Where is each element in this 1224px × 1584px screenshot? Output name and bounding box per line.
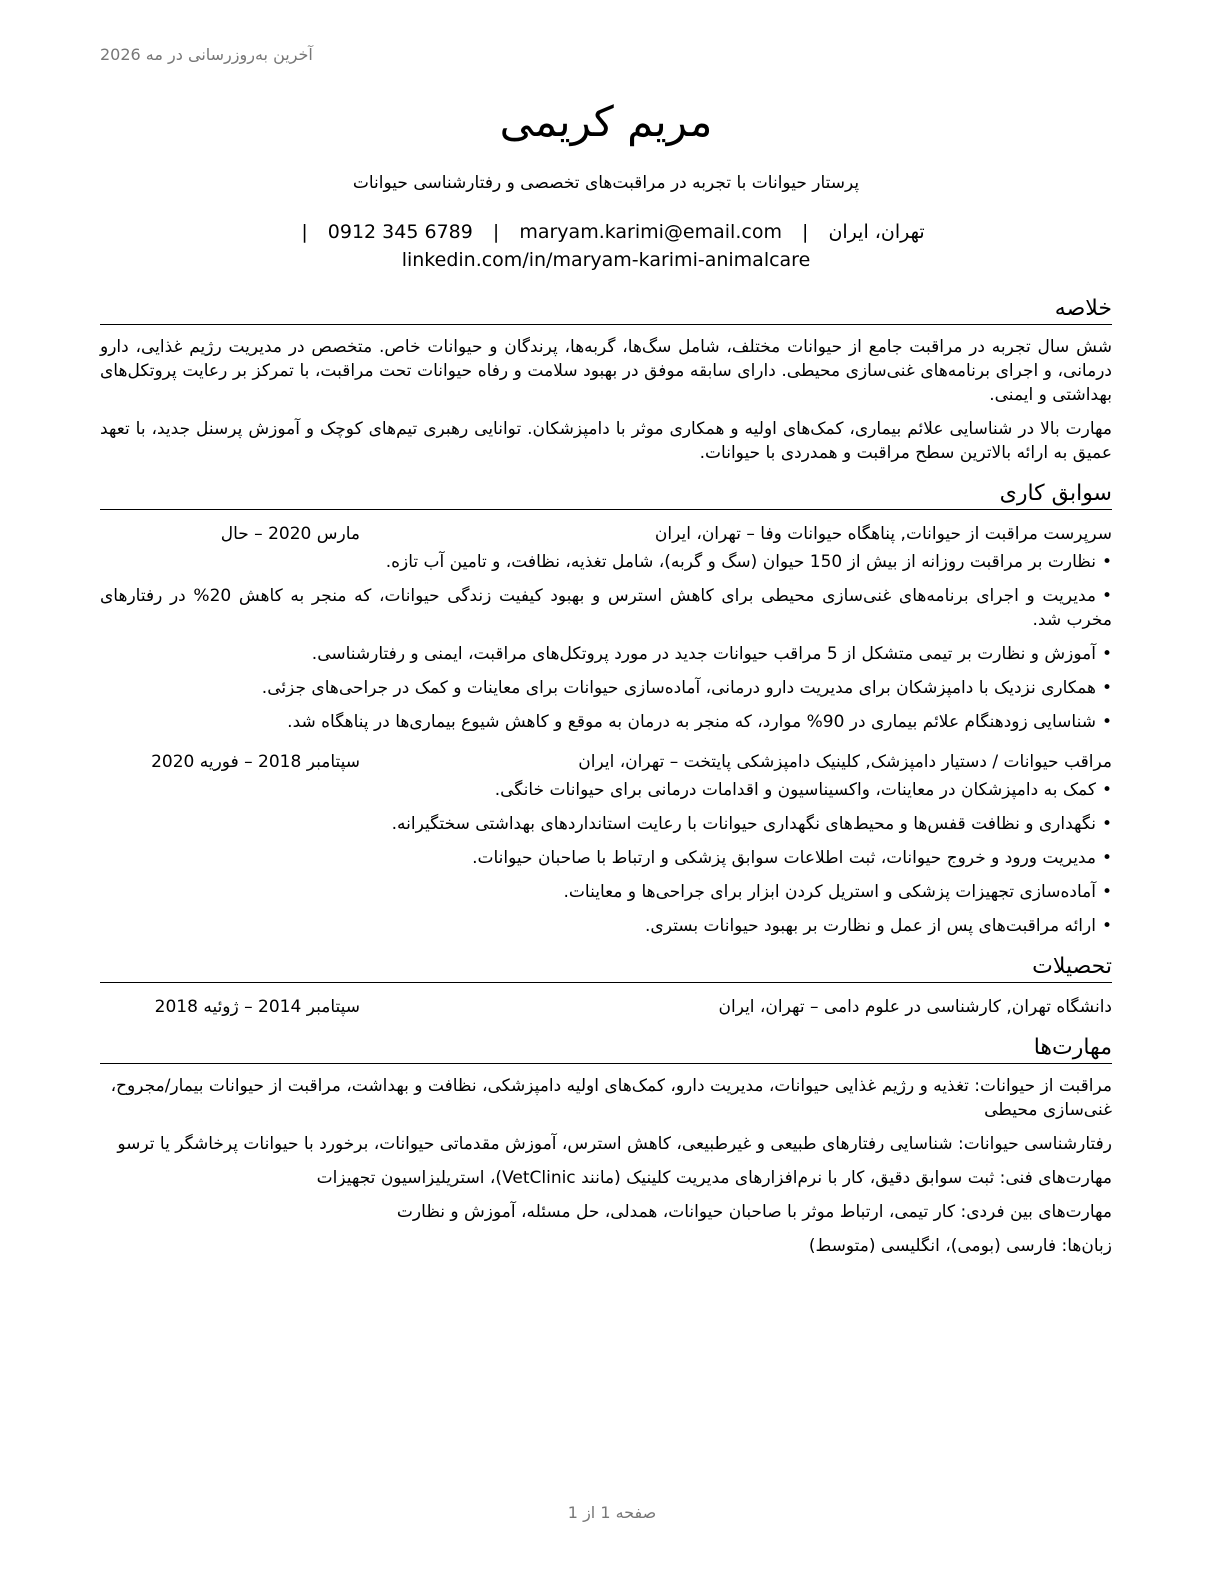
job-bullet bbox=[100, 584, 1112, 632]
job-bullets bbox=[100, 778, 1112, 938]
bullet-icon: • bbox=[1101, 712, 1112, 732]
job-bullet bbox=[100, 642, 1112, 666]
bullet-text: شناسایی زودهنگام علائم بیماری در 90% موارد، که منجر به درمان به موقع و کاهش شیوع بیماری‌ها در پناهگاه شد. bbox=[287, 712, 1096, 732]
contact-separator: | bbox=[802, 221, 809, 243]
job-date: سپتامبر 2018 – فوریه 2020 bbox=[151, 752, 360, 772]
job-entry bbox=[100, 750, 1112, 938]
skills-section bbox=[100, 1033, 1112, 1258]
bullet-text: نگهداری و نظافت قفس‌ها و محیط‌های نگهداری حیوانات با رعایت استانداردهای بهداشتی سختگیرانه. bbox=[391, 814, 1096, 834]
education-section bbox=[100, 952, 1112, 1019]
job-header bbox=[100, 522, 1112, 546]
contact-separator: | bbox=[492, 221, 500, 243]
bullet-icon: • bbox=[1101, 814, 1112, 834]
job-bullet bbox=[100, 778, 1112, 802]
contact-location: تهران، ایران bbox=[828, 221, 925, 243]
job-bullet bbox=[100, 914, 1112, 938]
bullet-icon: • bbox=[1101, 644, 1112, 664]
education-date: سپتامبر 2014 – ژوئیه 2018 bbox=[154, 997, 360, 1017]
job-bullets bbox=[100, 550, 1112, 734]
skill-line: مهارت‌های بین فردی: کار تیمی، ارتباط موثر با صاحبان حیوانات، همدلی، حل مسئله، آموزش و نظارت bbox=[396, 1202, 1112, 1222]
contact-linkedin[interactable]: linkedin.com/in/maryam-karimi-animalcare bbox=[401, 249, 811, 271]
page-number: صفحه 1 از 1 bbox=[567, 1503, 657, 1522]
contact-line bbox=[100, 218, 1112, 274]
contact-separator: | bbox=[301, 221, 308, 243]
bullet-icon: • bbox=[1101, 916, 1112, 936]
bullet-text: همکاری نزدیک با دامپزشکان برای مدیریت دارو درمانی، آماده‌سازی حیوانات برای معاینات و کمک در جراحی‌های جزئی. bbox=[261, 678, 1096, 698]
bullet-icon: • bbox=[1101, 586, 1113, 606]
resume-name: مریم کریمی bbox=[499, 97, 713, 146]
education-heading: تحصیلات bbox=[100, 952, 1112, 983]
resume-subtitle: پرستار حیوانات با تجربه در مراقبت‌های تخصصی و رفتارشناسی حیوانات bbox=[352, 173, 860, 193]
skill-line: رفتارشناسی حیوانات: شناسایی رفتارهای طبیعی و غیرطبیعی، کاهش استرس، آموزش مقدماتی حیوانات، برخورد با حیوانات پرخاشگر یا ترسو bbox=[117, 1134, 1112, 1154]
experience-section bbox=[100, 479, 1112, 938]
education-entry bbox=[100, 995, 1112, 1019]
summary-heading: خلاصه bbox=[100, 294, 1112, 325]
job-bullet bbox=[100, 880, 1112, 904]
contact-email[interactable]: maryam.karimi@email.com bbox=[519, 221, 782, 243]
job-bullet bbox=[100, 550, 1112, 574]
job-bullet bbox=[100, 812, 1112, 836]
job-date: مارس 2020 – حال bbox=[220, 524, 360, 544]
job-title: سرپرست مراقبت از حیوانات, پناهگاه حیوانات وفا – تهران، ایران bbox=[654, 524, 1112, 544]
summary-section bbox=[100, 294, 1112, 465]
skill-line: زبان‌ها: فارسی (بومی)، انگلیسی (متوسط) bbox=[808, 1236, 1112, 1256]
skills-heading: مهارت‌ها bbox=[100, 1033, 1112, 1064]
bullet-text: ارائه مراقبت‌های پس از عمل و نظارت بر بهبود حیوانات بستری. bbox=[645, 916, 1096, 936]
bullet-text: نظارت بر مراقبت روزانه از بیش از 150 حیوان (سگ و گربه)، شامل تغذیه، نظافت، و تامین آب تازه. bbox=[385, 552, 1096, 572]
job-bullet bbox=[100, 710, 1112, 734]
bullet-text: مدیریت و اجرای برنامه‌های غنی‌سازی محیطی برای کاهش استرس و بهبود کیفیت زندگی حیوانات، که منجر به کاهش 20% در رفتارهای مخرب شد. bbox=[100, 586, 1112, 630]
bullet-text: آموزش و نظارت بر تیمی متشکل از 5 مراقب حیوانات جدید در مورد پروتکل‌های مراقبت، ایمنی و رفتارشناسی. bbox=[311, 644, 1096, 664]
skill-line: مراقبت از حیوانات: تغذیه و رژیم غذایی حیوانات، مدیریت دارو، کمک‌های اولیه دامپزشکی، نظافت و بهداشت، مراقبت از حیوانات بیمار/مجروح، غنی‌سازی محیطی bbox=[110, 1076, 1112, 1120]
education-title: دانشگاه تهران, کارشناسی در علوم دامی – تهران، ایران bbox=[718, 997, 1112, 1017]
bullet-icon: • bbox=[1101, 848, 1112, 868]
bullet-icon: • bbox=[1101, 882, 1112, 902]
last-updated-text: آخرین به‌روزرسانی در مه 2026 bbox=[100, 45, 313, 64]
resume-page bbox=[100, 92, 1112, 1258]
bullet-icon: • bbox=[1101, 552, 1112, 572]
contact-phone: 0912 345 6789 bbox=[327, 221, 473, 243]
skill-line: مهارت‌های فنی: ثبت سوابق دقیق، کار با نرم‌افزارهای مدیریت کلینیک (مانند VetClinic)، استریلیزاسیون تجهیزات bbox=[316, 1168, 1112, 1188]
job-bullet bbox=[100, 846, 1112, 870]
summary-paragraph: شش سال تجربه در مراقبت جامع از حیوانات مختلف، شامل سگ‌ها، گربه‌ها، پرندگان و حیوانات خاص. متخصص در مدیریت رژیم غذایی، دارو درمانی، و اجرای برنامه‌های غنی‌سازی محیطی. دارای سابقه موفق در بهبود سلامت و رفاه حیوانات تحت مراقبت، با تمرکز بر رعایت پروتکل‌های بهداشتی و ایمنی. bbox=[100, 337, 1112, 405]
bullet-text: کمک به دامپزشکان در معاینات، واکسیناسیون و اقدامات درمانی برای حیوانات خانگی. bbox=[494, 780, 1096, 800]
job-title: مراقب حیوانات / دستیار دامپزشک, کلینیک دامپزشکی پایتخت – تهران، ایران bbox=[578, 752, 1112, 772]
job-entry bbox=[100, 522, 1112, 734]
bullet-text: آماده‌سازی تجهیزات پزشکی و استریل کردن ابزار برای جراحی‌ها و معاینات. bbox=[563, 882, 1096, 902]
job-bullet bbox=[100, 676, 1112, 700]
job-header bbox=[100, 750, 1112, 774]
summary-paragraph: مهارت بالا در شناسایی علائم بیماری، کمک‌های اولیه و همکاری موثر با دامپزشکان. توانایی رهبری تیم‌های کوچک و آموزش پرسنل جدید، با تعهد عمیق به ارائه بالاترین سطح مراقبت و همدردی با حیوانات. bbox=[100, 419, 1112, 463]
experience-heading: سوابق کاری bbox=[100, 479, 1112, 510]
bullet-icon: • bbox=[1101, 678, 1112, 698]
bullet-text: مدیریت ورود و خروج حیوانات، ثبت اطلاعات سوابق پزشکی و ارتباط با صاحبان حیوانات. bbox=[472, 848, 1096, 868]
bullet-icon: • bbox=[1101, 780, 1112, 800]
